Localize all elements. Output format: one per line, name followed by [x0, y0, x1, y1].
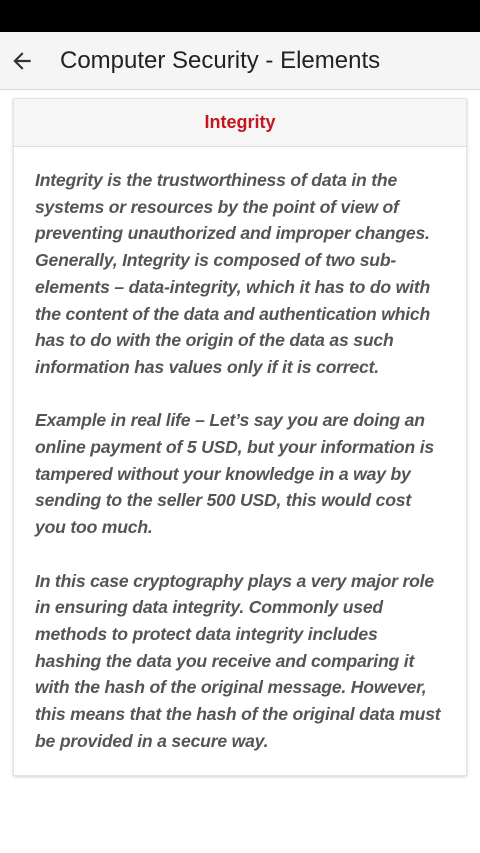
- card-title: Integrity: [204, 112, 276, 132]
- app-bar: [0, 32, 480, 90]
- card-header: [14, 99, 466, 147]
- paragraph-example: Example in real life – Let’s say you are doing an online payment of 5 USD, but your information is tampered without your knowledge in a way by sending to the seller 500 USD, this would cost you too much.: [35, 410, 434, 538]
- paragraph-cryptography: In this case cryptography plays a very major role in ensuring data integrity. Commonly used methods to protect data integrity includes hashing the data you receive and comparing it with the hash of the original message. However, this means that the hash of the original data must be provided in a secure way.: [35, 570, 441, 751]
- back-button[interactable]: [0, 39, 44, 83]
- content-card: [13, 98, 467, 776]
- arrow-left-icon: [9, 48, 35, 74]
- status-bar: [0, 0, 480, 32]
- card-body[interactable]: [14, 147, 466, 754]
- paragraph-definition: Integrity is the trustworthiness of data in the systems or resources by the point of view of preventing unauthorized and improper changes. Generally, Integrity is composed of two sub-elements – data-integrity, which it has to do with the content of the data and authentication which has to do with the origin of the data as such information has values only if it is correct.: [35, 170, 431, 377]
- page-title: Computer Security - Elements: [60, 46, 381, 74]
